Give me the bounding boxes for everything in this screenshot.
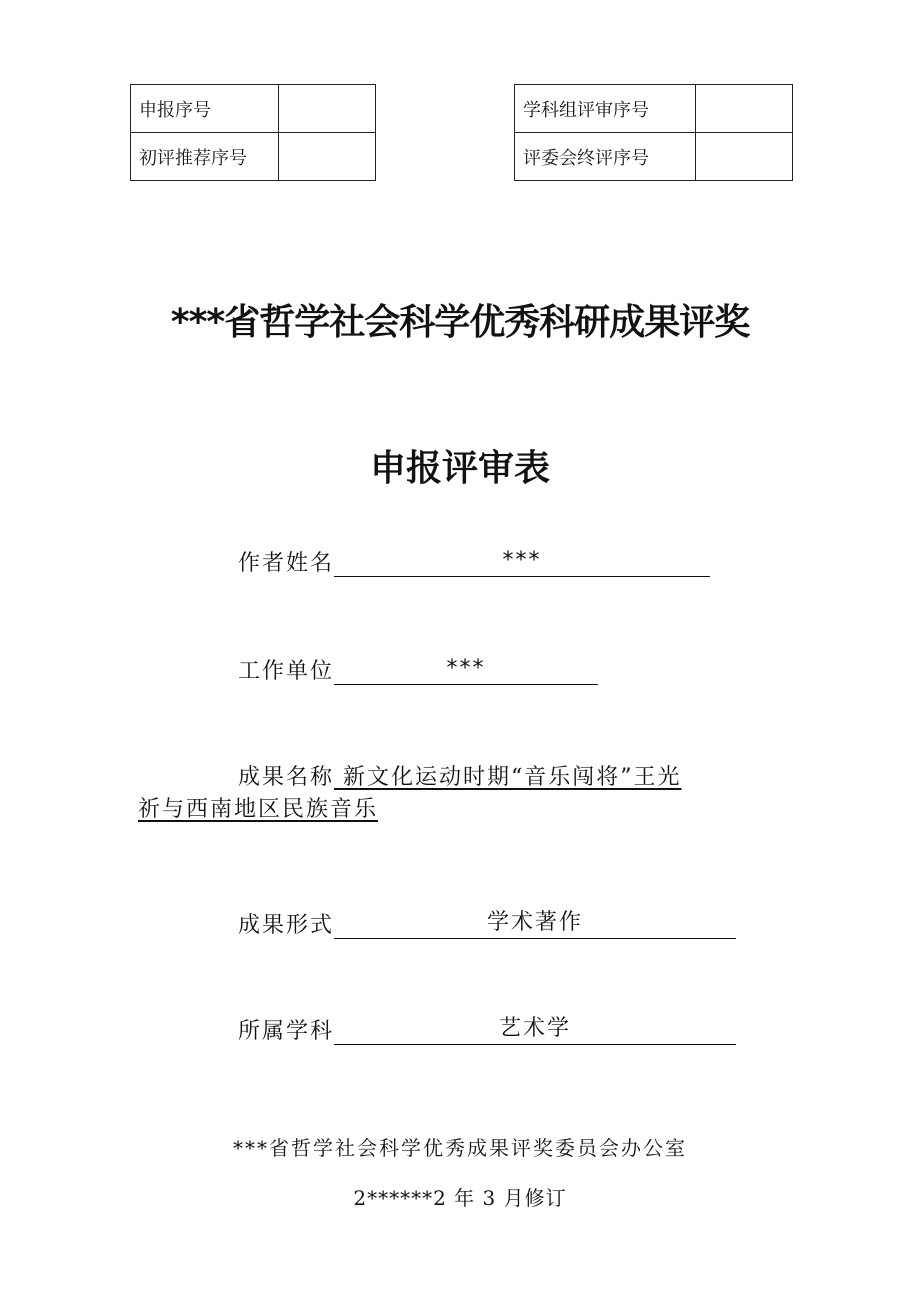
table-row	[515, 133, 793, 181]
header-table-left	[130, 84, 376, 181]
work-unit-label: 工作单位	[238, 659, 335, 684]
subject-value[interactable]: 艺术学	[334, 1014, 736, 1045]
work-form-label: 成果形式	[238, 913, 335, 938]
revision-date: 2******2 年 3 月修订	[353, 1186, 567, 1210]
application-number-field[interactable]	[279, 85, 376, 133]
work-name-field	[138, 762, 788, 826]
work-form-field	[238, 908, 736, 939]
header-table-right	[514, 84, 793, 181]
subject-field	[238, 1014, 736, 1045]
author-value[interactable]: ***	[334, 546, 710, 577]
table-row	[131, 133, 376, 181]
work-name-value-line2[interactable]: 祈与西南地区民族音乐	[138, 797, 379, 822]
document-subtitle: 申报评审表	[369, 448, 550, 489]
work-name-value-line1[interactable]: 新文化运动时期“音乐闯将”王光	[343, 765, 682, 790]
preliminary-recommend-number-field[interactable]	[279, 133, 376, 181]
issuing-office: ***省哲学社会科学优秀成果评奖委员会办公室	[233, 1136, 687, 1160]
table-row	[515, 85, 793, 133]
preliminary-recommend-number-label: 初评推荐序号	[131, 133, 279, 181]
author-field	[238, 546, 710, 577]
discipline-review-number-field[interactable]	[696, 85, 793, 133]
work-unit-value[interactable]: ***	[334, 654, 598, 685]
table-row	[131, 85, 376, 133]
work-form-value[interactable]: 学术著作	[334, 908, 736, 939]
discipline-review-number-label: 学科组评审序号	[515, 85, 696, 133]
application-number-label: 申报序号	[131, 85, 279, 133]
work-unit-field	[238, 654, 598, 685]
final-review-number-field[interactable]	[696, 133, 793, 181]
work-name-label: 成果名称	[238, 765, 335, 790]
document-title: ***省哲学社会科学优秀科研成果评奖	[170, 302, 750, 343]
final-review-number-label: 评委会终评序号	[515, 133, 696, 181]
subject-label: 所属学科	[238, 1019, 335, 1044]
author-label: 作者姓名	[238, 551, 335, 576]
